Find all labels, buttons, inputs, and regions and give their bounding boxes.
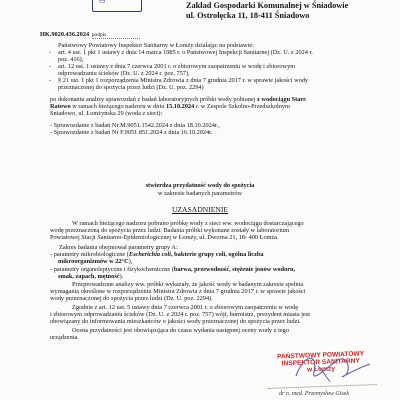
- justification-line: Ocena przydatności jest obowiązująca do czasu wydania następnej oceny wody z tego: [72, 327, 289, 334]
- basis-item-line: odprowadzaniu ścieków (Dz. U. z 2024 r. poz. 757),: [58, 70, 190, 77]
- basis-marker: -: [49, 49, 52, 56]
- basis-marker: -: [49, 63, 52, 70]
- stamp-line: INSPEKTOR SANITARNY: [281, 357, 360, 368]
- organo-params: barwa, przewodność, stężenie jonów wodoru,: [173, 266, 296, 273]
- addressee-address: ul. Ostrołęcka 11, 18-411 Śniadowo: [186, 10, 310, 20]
- micro-text-bold: , bakterie grupy coli, ogólna liczba: [171, 251, 264, 258]
- organo-line: [58, 273, 123, 280]
- basis-item-line: przeznaczonej do spożycia przez ludzi (Dz. U. poz. 2294): [58, 84, 204, 91]
- organo-params: smak, zapach, mętność: [58, 273, 120, 280]
- basis-item-line: § 21 ust. 1 pkt 1 rozporządzenia Ministra Zdrowia z dnia 7 grudnia 2017 r. w sprawie jakości wody: [58, 77, 309, 84]
- scope-line: Zakres badania obejmował parametry grupy A:: [59, 244, 178, 251]
- received-stamp-mark: ▭: [99, 0, 106, 5]
- analysis-text: po dokonaniu analizy sprawozdań z badań laboratoryjnych próbki wody pobranej: [50, 96, 258, 103]
- handwritten-signature: [256, 346, 386, 394]
- list-dash: -: [50, 266, 53, 273]
- justification-title: UZASADNIENIE: [171, 205, 229, 214]
- reference-line: [40, 31, 140, 39]
- justification-line: wymagania określone w rozporządzeniu Ministra Zdrowia z dnia 7 grudnia 2017 r. w sprawie jakości: [50, 288, 306, 295]
- addressee-block: [186, 1, 348, 20]
- decision-title: stwierdza przydatność wody do spożycia: [145, 182, 255, 189]
- analysis-line: Śniadowo, ul. Łomżyńska 29 (woda z sieci):: [50, 110, 163, 117]
- received-stamp: [92, 0, 142, 12]
- micro-line: [58, 258, 132, 265]
- stamp-line: w Łomży: [306, 365, 336, 374]
- stamp-line: PAŃSTWOWY POWIATOWY: [276, 350, 365, 361]
- organo-text: parametry organoleptyczne i fizykochemiczne (: [53, 266, 174, 273]
- justification-line: W ramach bieżącego nadzoru pobrano próbkę wody z sieci ww. wodociągu dostarczającego: [72, 220, 304, 227]
- justification-line: urządzenia.: [50, 334, 79, 341]
- justification-line: Przeprowadzone analizy ww. próbki wykazały, że jakość wody w badanym zakresie spełnia: [72, 281, 304, 288]
- micro-text-bold: mikroorganizmów w 22°C: [58, 258, 129, 265]
- intro-text: Państwowy Powiatowy Inspektor Sanitarny w Łomży działając na podstawie:: [58, 42, 254, 49]
- decision-subtitle: w zakresie badanych parametrów: [157, 190, 243, 197]
- addressee-name: Zakład Gospodarki Komunalnej w Śniadowie: [186, 1, 349, 10]
- basis-item-line: art. 12 ust. 1 ustawy z dnia 7 czerwca 2001 r. o zbiorowym zaopatrzeniu w wodę i zbiorowym: [58, 63, 296, 70]
- justification-line: Powiatowej Stacji Sanitarno-Epidemiologicznej w Łomży, ul. Dworna 21, 18- 400 Łomża.: [50, 234, 279, 241]
- micro-organism: Escherichia coli: [128, 251, 172, 258]
- basis-marker: -: [49, 77, 52, 84]
- micro-text: parametry mikrobiologiczne (: [53, 251, 129, 258]
- justification-line: Zgodnie z art. 12 ust. 5 ustawy dnia 7 czerwca 2001 r. o zbiorowym zaopatrzeniu w wodę: [72, 304, 299, 311]
- analysis-source: z wodociągu Stare: [257, 96, 306, 103]
- analysis-text: r. w Zespole Szkolno-Przedszkolnym: [194, 103, 290, 110]
- justification-line: obowiązany do informowania mieszkańców o jakości wody przeznaczonej do spożycia przez ludzi.: [50, 318, 301, 325]
- signature-label: podpis: [92, 32, 140, 39]
- justification-line: wodę przeznaczoną do spożycia przez ludzi. Badania próbki wykonane zostały w laboratorium: [50, 227, 290, 234]
- basis-item-line: poz. 416),: [58, 56, 84, 63]
- analysis-text: w ramach bieżącego nadzoru w dniu: [70, 103, 166, 110]
- justification-line: wody przeznaczonej do spożycia przez ludzi (Dz. U. poz. 2294).: [50, 295, 213, 302]
- justification-line: i zbiorowym odprowadzaniu ścieków (Dz. U. z 2024 r. poz. 757) wójt, burmistrz, prezydent miasta jest: [50, 311, 311, 318]
- analysis-date: 15.10.2024: [165, 103, 195, 110]
- organo-text: ).: [119, 273, 124, 280]
- analysis-source: Ratowo: [50, 103, 71, 110]
- report-item: - Sprawozdanie z badań Nr F.9051.851.2024 z dnia 16.10.2024r.: [50, 129, 213, 136]
- micro-text: ),: [128, 258, 133, 265]
- list-dash: -: [50, 251, 53, 258]
- basis-item-line: art. 4 ust. 1 pkt 1 ustawy z dnia 14 marca 1985 r. o Państwowej Inspekcji Sanitarnej (Dz. U. z 2024 r.: [58, 49, 313, 56]
- signer-name: dr n. med. Przemysław Gisek: [279, 391, 349, 397]
- reference-number: HK.9020.436.2024: [40, 31, 90, 38]
- report-item: - Sprawozdanie z badań Nr M.9051.1542.2024 z dnia 18.10.2024r.,: [50, 122, 220, 129]
